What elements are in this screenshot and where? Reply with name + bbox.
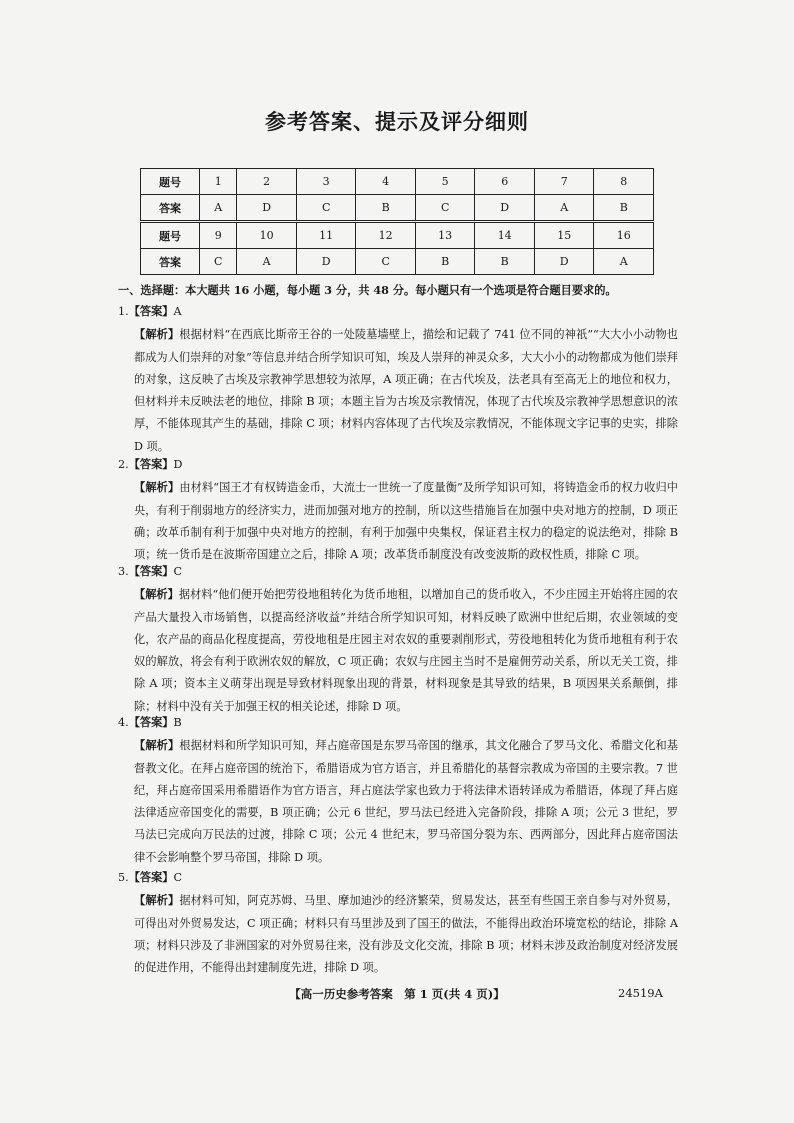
table-cell: B [415,249,475,275]
table-row [141,169,654,195]
table-cell: D [296,249,356,275]
table-cell: 1 [200,169,237,195]
answer-line [118,560,678,583]
table-cell: 13 [415,222,475,249]
analysis-text: 据材料可知，阿克苏姆、马里、摩加迪沙的经济繁荣，贸易发达，甚至有些国王亲自参与对外贸易，可得出对外贸易发达，C 项正确；材料只有马里涉及到了国王的做法，不能得出政治环境宽松的结论，排除 A 项；材料只涉及了非洲国家的对外贸易往来，没有涉及文化交流，排除 B 项；材料未涉及政治制度对经济发展的促进作用，不能得出封建制度先进，排除 D 项。 [134,894,678,975]
question-block-2 [118,453,678,566]
answer-value: C [173,871,183,884]
question-number: 3. [118,565,129,578]
answer-line [118,866,678,889]
table-cell: A [200,195,237,222]
row-label: 答案 [141,195,200,222]
analysis-paragraph [118,476,678,566]
table-cell: 15 [534,222,594,249]
answer-tag: 【答案】 [128,457,174,471]
table-cell: 4 [356,169,416,195]
table-cell: 8 [594,169,654,195]
answer-line [118,711,678,734]
table-cell: C [415,195,475,222]
page-title: 参考答案、提示及评分细则 [265,109,529,134]
analysis-tag: 【解析】 [134,893,180,908]
footer-code: 24519A [618,986,663,1000]
answer-tag: 【答案】 [128,715,174,729]
question-block-4 [118,711,678,869]
table-cell: C [356,249,416,275]
table-cell: B [475,249,535,275]
analysis-tag: 【解析】 [134,587,179,602]
row-label: 题号 [141,222,200,249]
analysis-text: 由材料“国王才有权铸造金币，大流士一世统一了度量衡”及所学知识可知，将铸造金币的权力收归中央，有利于削弱地方的经济实力，进而加强对地方的控制，所以这些措施旨在加强中央对地方的控制，D 项正确；改革币制有利于加强中央对地方的控制，有利于加强中央集权，保证君主权力的稳定的说法绝对，排除 B 项；统一货币是在波斯帝国建立之后，排除 A 项；改革货币制度没有改变波斯的政权性质，排除 C 项。 [134,481,678,562]
answer-line [118,300,678,323]
table-cell: D [534,249,594,275]
answer-value: A [173,305,182,318]
question-block-5 [118,866,678,979]
table-cell: A [594,249,654,275]
table-row [141,249,654,275]
question-block-3 [118,560,678,718]
analysis-tag: 【解析】 [134,327,180,342]
table-cell: D [475,195,535,222]
table-cell: A [534,195,594,222]
footer-page-info: 【高一历史参考答案 第 1 页(共 4 页)】 [289,987,505,1001]
section-heading: 一、选择题：本大题共 16 小题，每小题 3 分，共 48 分。每小题只有一个选项是符合题目要求的。 [118,283,617,297]
table-cell: 14 [475,222,535,249]
question-number: 1. [118,305,129,318]
table-cell: A [237,249,297,275]
question-number: 2. [118,458,129,471]
row-label: 题号 [141,169,200,195]
analysis-text: 据材料“他们便开始把劳役地租转化为货币地租，以增加自己的货币收入，不少庄园主开始将庄园的农产品大量投入市场销售，以提高经济收益”并结合所学知识可知，材料反映了欧洲中世纪后期，农业领域的变化，农产品的商品化程度提高，劳役地租是庄园主对农奴的重要剥削形式，劳役地租转化为货币地租有利于农奴的解放，将会有利于欧洲农奴的解放，C 项正确；农奴与庄园主当时不是雇佣劳动关系，所以无关工资，排除 A 项；资本主义萌芽出现是导致材料现象出现的背景，材料现象是其导致的结果，B 项因果关系颠倒，排除；材料中没有关于加强王权的相关论述，排除 D 项。 [134,588,678,713]
analysis-paragraph [118,583,678,718]
question-number: 5. [118,871,129,884]
table-cell: 9 [200,222,237,249]
table-cell: 12 [356,222,416,249]
table-cell: C [200,249,237,275]
answer-value: B [173,716,182,729]
analysis-paragraph [118,889,678,979]
analysis-tag: 【解析】 [134,738,180,753]
question-number: 4. [118,716,129,729]
answer-tag: 【答案】 [128,304,174,318]
analysis-paragraph [118,734,678,869]
analysis-text: 根据材料“在西底比斯帝王谷的一处陵墓墙壁上，描绘和记载了 741 位不同的神祇”“大大小小动物也都成为人们崇拜的对象”等信息并结合所学知识可知，埃及人崇拜的神灵众多，大大小小的动物都成为他们崇拜的对象，这反映了古埃及宗教神学思想较为浓厚，A 项正确；在古代埃及，法老具有至高无上的地位和权力，但材料并未反映法老的地位，排除 B 项；本题主旨为古埃及宗教情况，体现了古代埃及宗教神学思想意识的浓厚，不能体现其产生的基础，排除 C 项；材料内容体现了古代埃及宗教情况，不能体现文字记事的史实，排除 D 项。 [134,328,678,453]
table-cell: D [237,195,297,222]
answer-tag: 【答案】 [128,564,174,578]
analysis-text: 根据材料和所学知识可知，拜占庭帝国是东罗马帝国的继承，其文化融合了罗马文化、希腊文化和基督教文化。在拜占庭帝国的统治下，希腊语成为官方语言，并且希腊化的基督宗教成为帝国的主要宗教。7 世纪，拜占庭帝国采用希腊语作为官方语言，拜占庭法学家也致力于将法律术语转译成为希腊语，体现了拜占庭法律适应帝国变化的需要，B 项正确；公元 6 世纪，罗马法已经进入完备阶段，排除 A 项；公元 3 世纪，罗马法已完成向万民法的过渡，排除 C 项；公元 4 世纪末，罗马帝国分裂为东、西两部分，因此拜占庭帝国法律不会影响整个罗马帝国，排除 D 项。 [134,739,678,864]
analysis-paragraph [118,323,678,458]
analysis-tag: 【解析】 [134,480,180,495]
answer-value: C [173,565,183,578]
answer-line [118,453,678,476]
table-row [141,195,654,222]
table-cell: 6 [475,169,535,195]
question-block-1 [118,300,678,458]
table-cell: 2 [237,169,297,195]
table-cell: B [356,195,416,222]
table-cell: 10 [237,222,297,249]
table-row [141,222,654,249]
answer-tag: 【答案】 [128,870,174,884]
table-cell: C [296,195,356,222]
table-cell: 7 [534,169,594,195]
table-cell: 11 [296,222,356,249]
table-cell: 16 [594,222,654,249]
table-cell: 3 [296,169,356,195]
answer-value: D [173,458,183,471]
table-cell: B [594,195,654,222]
row-label: 答案 [141,249,200,275]
answer-table [140,168,654,275]
table-cell: 5 [415,169,475,195]
